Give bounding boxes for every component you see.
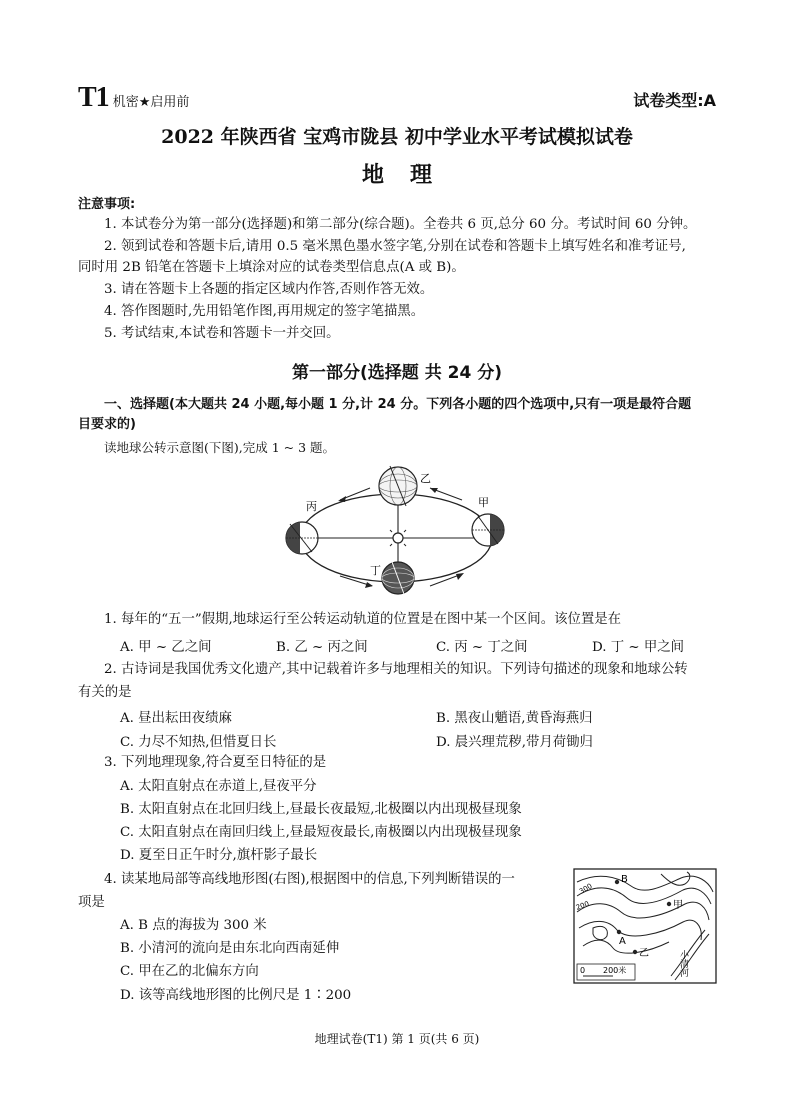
q4-option-d: D. 该等高线地形图的比例尺是 1∶200	[120, 988, 352, 1003]
notes-heading: 注意事项:	[78, 197, 136, 212]
note-1: 1. 本试卷分为第一部分(选择题)和第二部分(综合题)。全卷共 6 页,总分 60 分。考试时间 60 分钟。	[104, 217, 697, 232]
q1-stem: 1. 每年的“五一”假期,地球运行至公转运动轨道的位置是在图中某一个区间。该位置是在	[104, 612, 622, 627]
subject-title: 地理	[361, 162, 458, 188]
label-jia: 甲	[478, 496, 489, 509]
q1-option-c: C. 丙 ~ 丁之间	[436, 640, 528, 655]
q1-option-b: B. 乙 ~ 丙之间	[276, 640, 368, 655]
note-4: 4. 答作图题时,先用铅笔作图,再用规定的签字笔描黑。	[104, 304, 425, 319]
q4-stem: 4. 读某地局部等高线地形图(右图),根据图中的信息,下列判断错误的一	[104, 872, 515, 887]
label-yi: 乙	[420, 472, 431, 485]
earth-yi-icon	[379, 466, 417, 506]
q2-stem-cont: 有关的是	[78, 685, 132, 700]
q4-stem-cont: 项是	[78, 895, 105, 910]
q2-stem: 2. 古诗词是我国优秀文化遗产,其中记载着许多与地理相关的知识。下列诗句描述的现象和地球公转	[104, 662, 688, 677]
note-2-cont: 同时用 2B 铅笔在答题卡上填涂对应的试卷类型信息点(A 或 B)。	[78, 260, 465, 275]
q4-option-b: B. 小清河的流向是由东北向西南延伸	[120, 941, 340, 956]
earth-ding-icon	[382, 562, 414, 594]
paper-type: 试卷类型:A	[633, 91, 716, 110]
exam-header-left	[78, 82, 189, 114]
note-5: 5. 考试结束,本试卷和答题卡一并交回。	[104, 326, 340, 341]
earth-jia-icon	[472, 514, 504, 546]
point-a-marker	[617, 930, 621, 934]
q4-option-a: A. B 点的海拔为 300 米	[120, 918, 267, 933]
paper-code: T1	[78, 82, 109, 113]
note-3: 3. 请在答题卡上各题的指定区域内作答,否则作答无效。	[104, 282, 434, 297]
q2-option-d: D. 晨兴理荒秽,带月荷锄归	[436, 735, 593, 750]
point-jia-marker	[667, 902, 671, 906]
q1-option-d: D. 丁 ~ 甲之间	[592, 640, 685, 655]
arrowhead-bottom-right	[456, 573, 464, 580]
arrowhead-bottom-left	[365, 582, 373, 588]
note-2: 2. 领到试卷和答题卡后,请用 0.5 毫米黑色墨水签字笔,分别在试卷和答题卡上填写姓名和准考证号,	[104, 239, 686, 254]
page-footer: 地理试卷(T1) 第 1 页(共 6 页)	[314, 1032, 480, 1046]
read-prompt: 读地球公转示意图(下图),完成 1 ~ 3 题。	[104, 440, 336, 455]
q1-option-a: A. 甲 ~ 乙之间	[120, 640, 212, 655]
q3-stem: 3. 下列地理现象,符合夏至日特征的是	[104, 755, 327, 770]
label-point-yi: 乙	[639, 948, 649, 959]
q3-option-d: D. 夏至日正午时分,旗杆影子最长	[120, 848, 318, 863]
q3-option-a: A. 太阳直射点在赤道上,昼夜平分	[120, 779, 317, 794]
label-ding: 丁	[370, 564, 381, 577]
label-contour-200: 200	[574, 899, 591, 912]
q2-option-b: B. 黑夜山魈语,黄昏海燕归	[436, 711, 593, 726]
label-contour-300: 300	[578, 882, 594, 896]
exam-title: 2022 年陕西省 宝鸡市陇县 初中学业水平考试模拟试卷	[161, 126, 633, 148]
section-intro-line1: 一、选择题(本大题共 24 小题,每小题 1 分,计 24 分。下列各小题的四个选项中,只有一项是最符合题	[104, 397, 692, 412]
earth-revolution-diagram	[280, 458, 512, 596]
earth-bing-icon	[286, 522, 318, 554]
label-river: 小清河	[678, 950, 688, 977]
q3-option-b: B. 太阳直射点在北回归线上,昼最长夜最短,北极圈以内出现极昼现象	[120, 802, 522, 817]
confidential-mark: 机密★启用前	[112, 95, 190, 110]
section-intro-line2: 目要求的)	[78, 417, 136, 432]
contour-map	[573, 868, 717, 984]
q4-option-c: C. 甲在乙的北偏东方向	[120, 964, 259, 979]
point-b-marker	[615, 880, 619, 884]
label-bing: 丙	[306, 500, 317, 513]
section-heading: 第一部分(选择题 共 24 分)	[292, 363, 502, 383]
label-point-b: B	[621, 874, 628, 885]
scale-200m: 200米	[603, 966, 627, 975]
label-point-jia: 甲	[673, 900, 683, 911]
label-point-a: A	[619, 936, 626, 947]
q2-option-c: C. 力尽不知热,但惜夏日长	[120, 735, 277, 750]
arrowhead-top-left	[338, 496, 346, 502]
scale-zero: 0	[580, 966, 586, 975]
q2-option-a: A. 昼出耘田夜绩麻	[120, 711, 232, 726]
q3-option-c: C. 太阳直射点在南回归线上,昼最短夜最长,南极圈以内出现极昼现象	[120, 825, 522, 840]
point-yi-marker	[633, 950, 637, 954]
